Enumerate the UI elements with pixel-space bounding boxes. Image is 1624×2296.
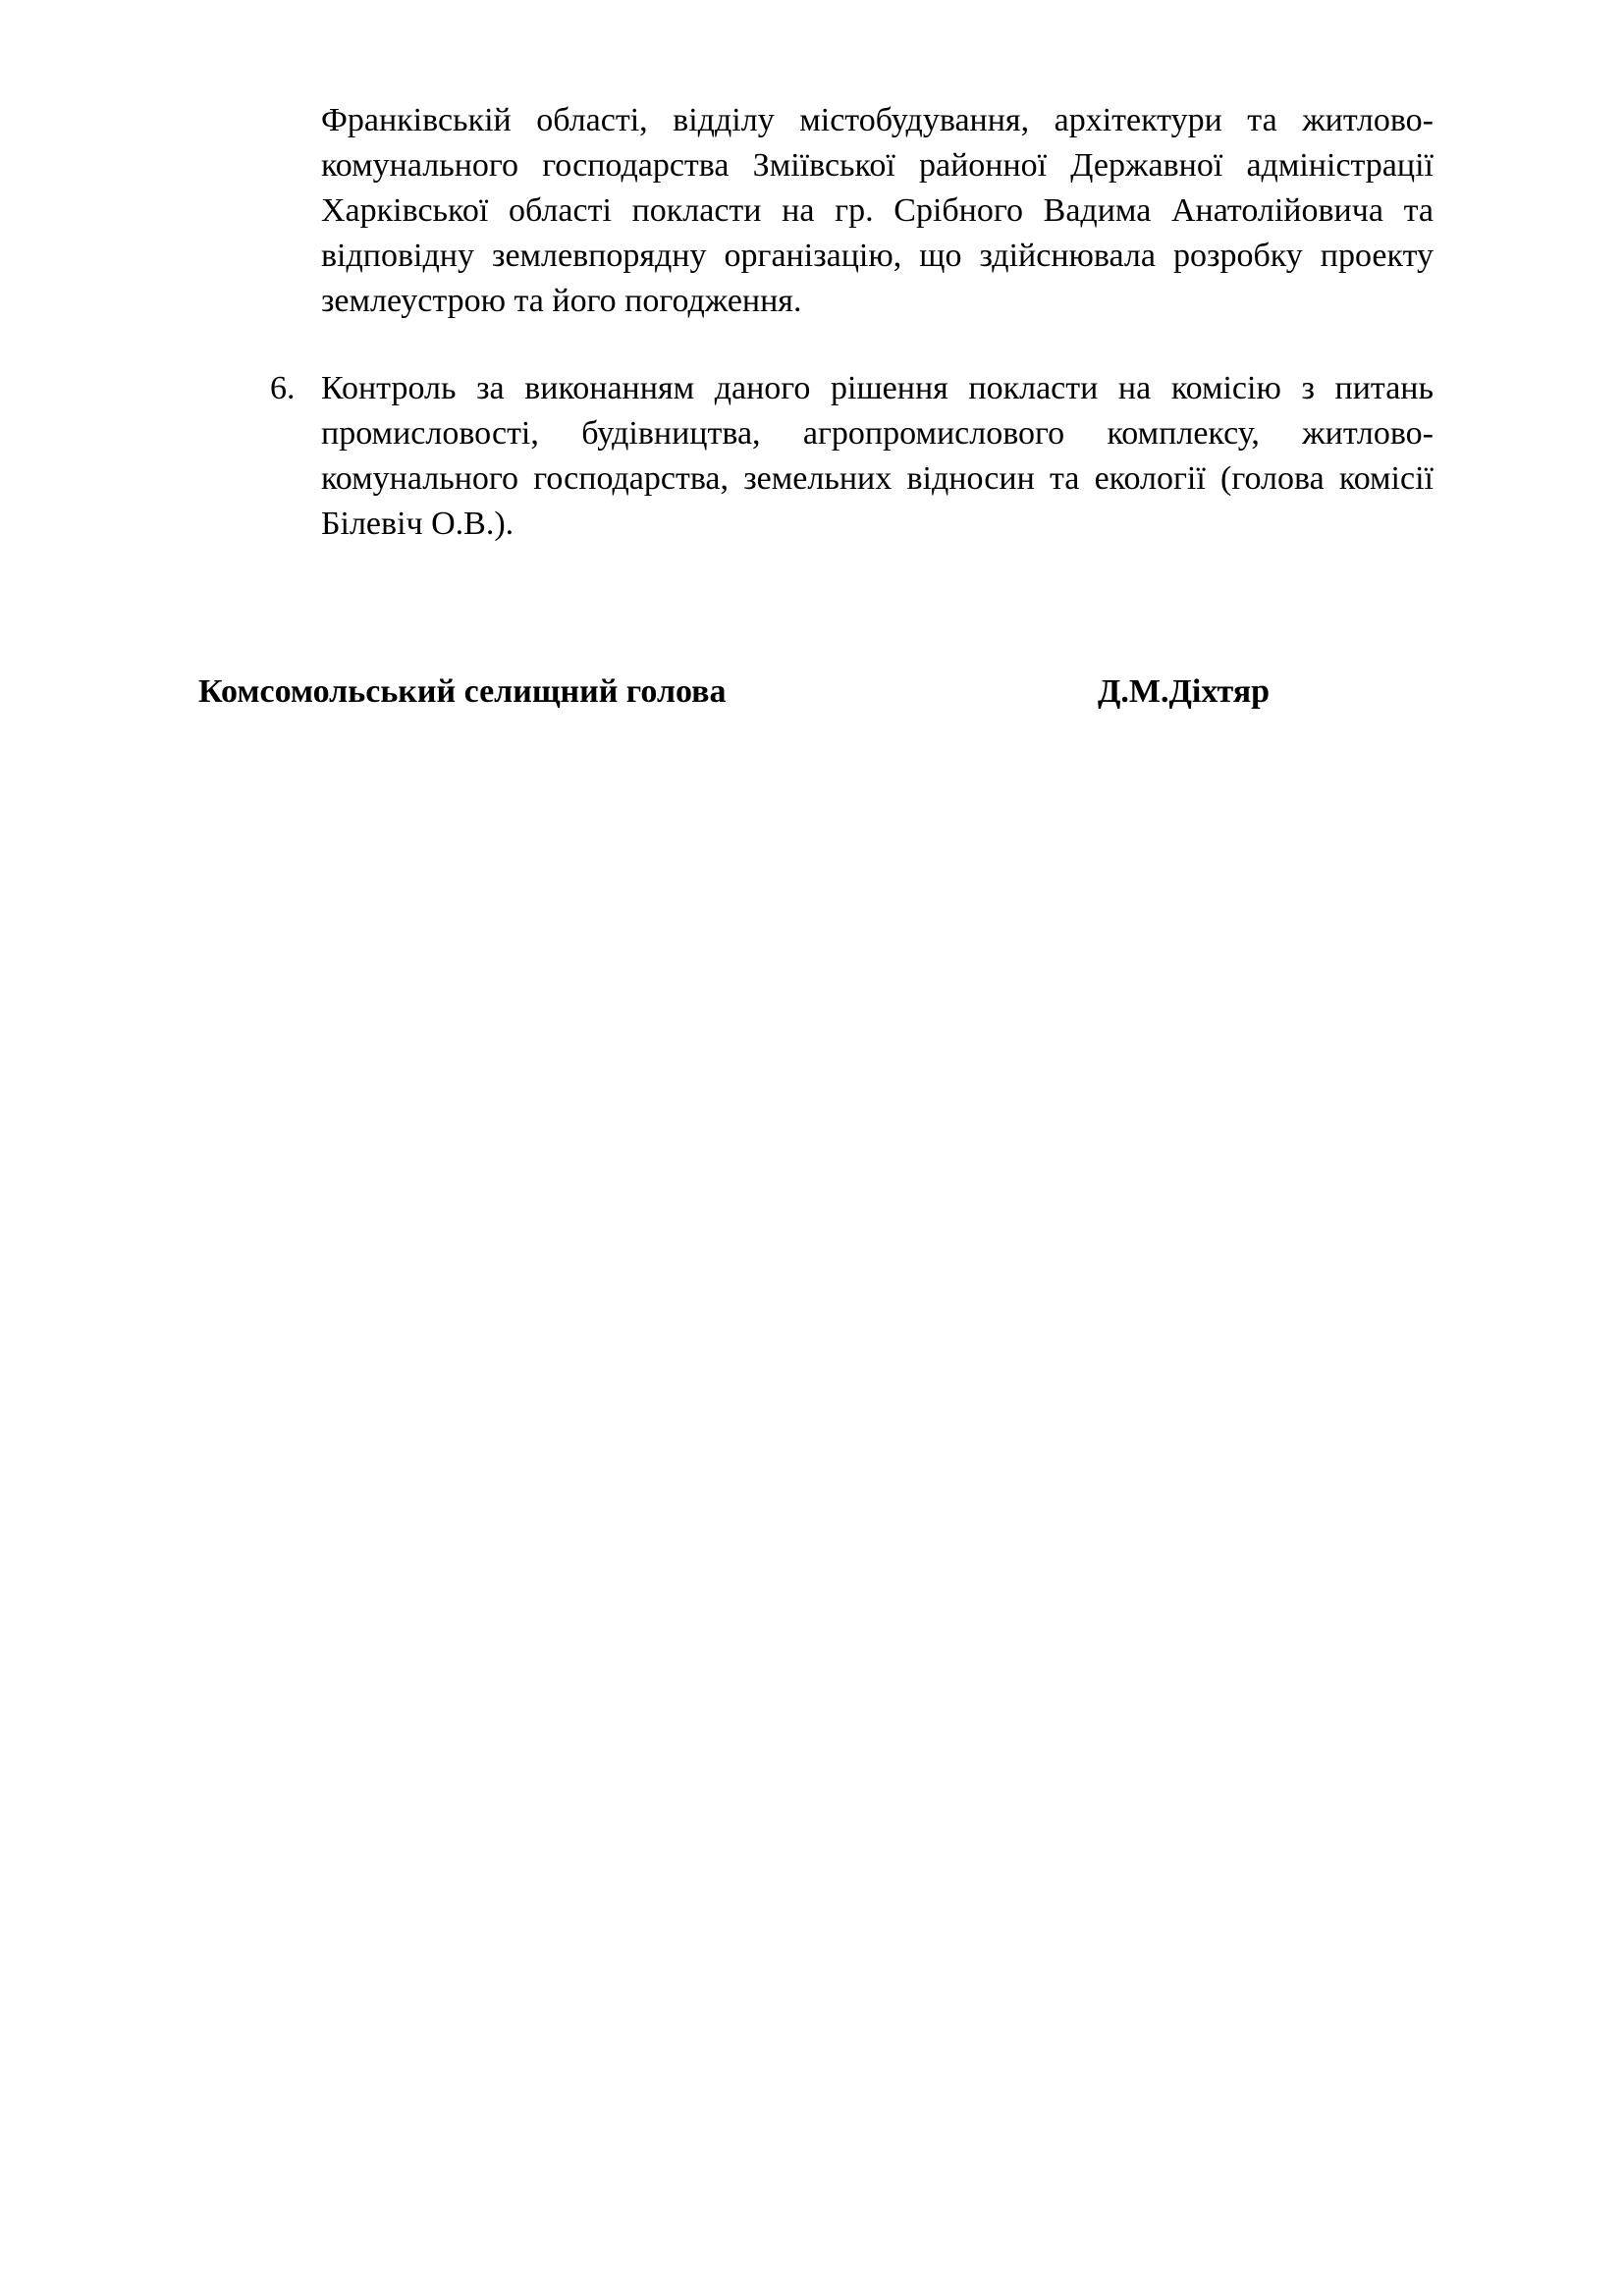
list-item-number: 6.	[270, 370, 296, 406]
signature-name: Д.М.Діхтяр	[1098, 673, 1271, 710]
list-item-text: Контроль за виконанням даного рішення покласти на комісію з питань промисловості, будівництва, агропромислового комплексу, житлово-комунального господарства, земельних відносин та екології (голова комісії Білевіч О.В.).	[321, 370, 1434, 542]
continuation-paragraph: Франківській області, відділу містобудування, архітектури та житлово-комунального господарства Зміївської районної Державної адміністрації Харківської області покласти на гр. Срібного Вадима Анатолійовича та відповідну землевпорядну організацію, що здійснювала розробку проекту землеустрою та його погодження.	[321, 102, 1434, 319]
list-item-6	[270, 366, 1434, 547]
signature-title: Комсомольський селищний голова	[198, 673, 727, 710]
